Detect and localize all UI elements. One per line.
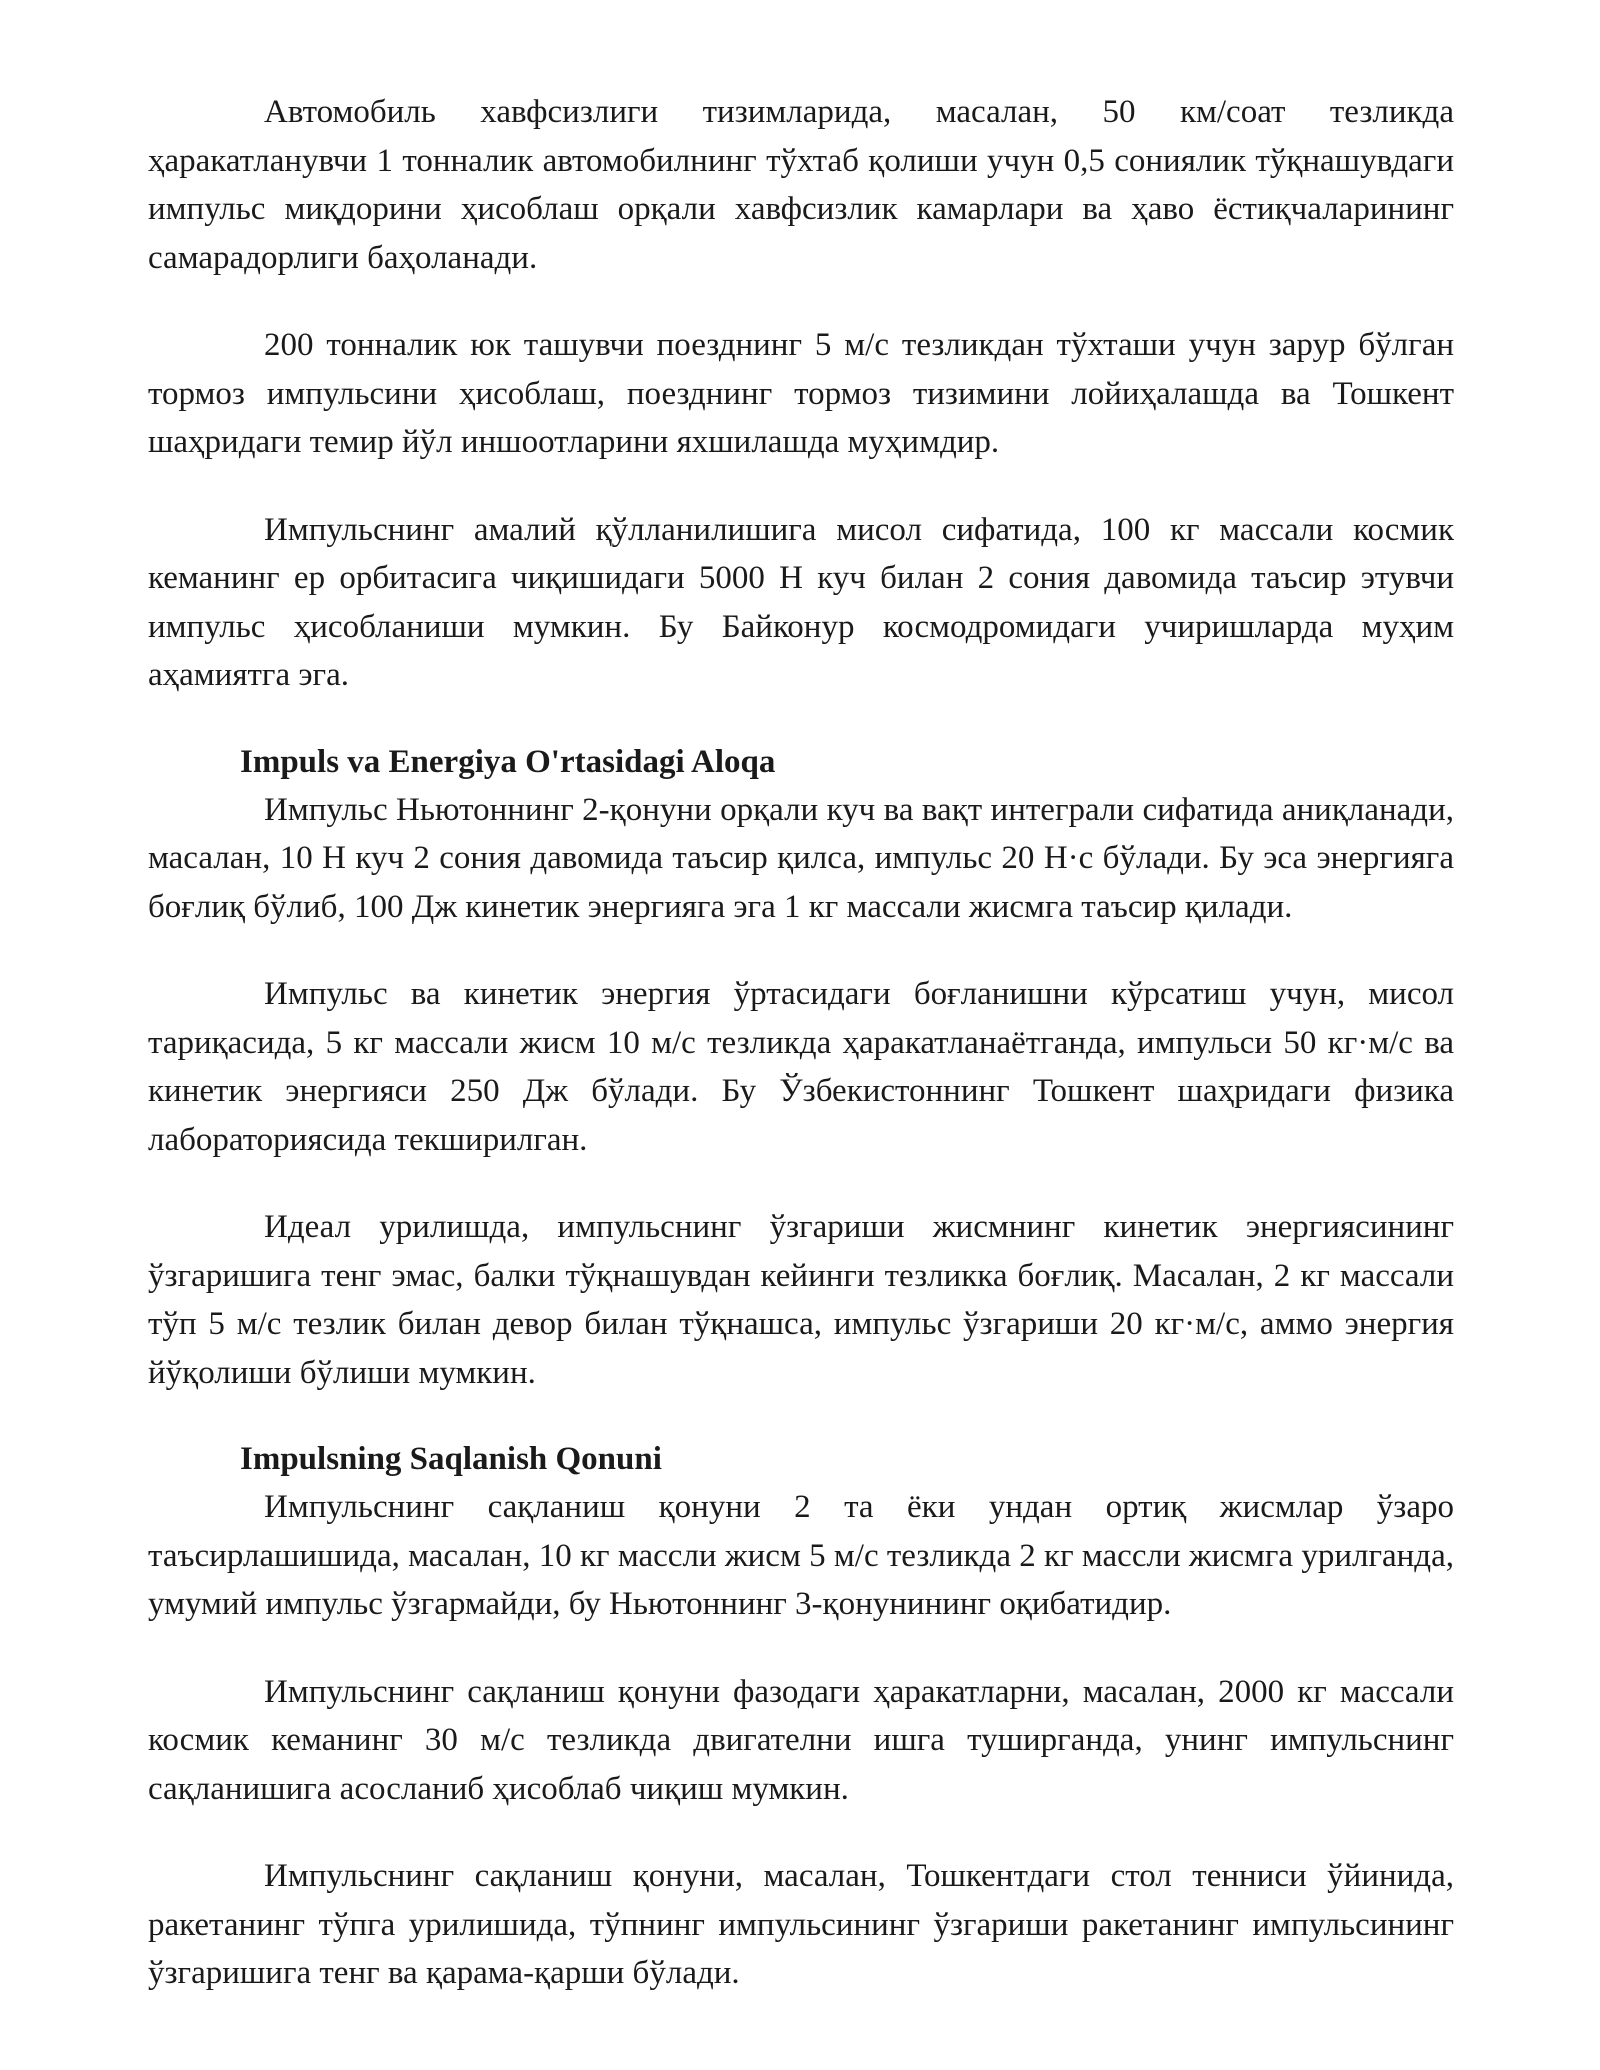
paragraph: Идеал урилишда, импульснинг ўзгариши жисмнинг кинетик энергиясининг ўзгаришига тенг эмас, балки тўқнашувдан кейинги тезликка боғлиқ. Масалан, 2 кг массали тўп 5 м/с тезлик билан девор билан тўқнашса, импульс ўзгариши 20 кг·м/с, аммо энергия йўқолиши бўлиши мумкин. — [148, 1209, 1454, 1391]
paragraph: Импульснинг сақланиш қонуни фазодаги ҳаракатларни, масалан, 2000 кг массали космик кеманинг 30 м/с тезликда двигателни ишга туширганда, унинг импульснинг сақланишига асосланиб ҳисоблаб чиқиш мумкин. — [148, 1673, 1454, 1807]
paragraph: Импульснинг сақланиш қонуни, масалан, Тошкентдаги стол тенниси ўйинида, ракетанинг тўпга урилишида, тўпнинг импульсининг ўзгариши ракетанинг импульсининг ўзгаришига тенг ва қарама-қарши бўлади. — [148, 1858, 1454, 1991]
section-heading: Impuls va Energiya O'rtasidagi Aloqa — [240, 743, 776, 780]
document-page — [148, 88, 1454, 1998]
paragraph: Импульс ва кинетик энергия ўртасидаги боғланишни кўрсатиш учун, мисол тариқасида, 5 кг массали жисм 10 м/с тезликда ҳаракатланаётганда, импульси 50 кг·м/с ва кинетик энергияси 250 Дж бўлади. Бу Ўзбекистоннинг Тошкент шаҳридаги физика лабораториясида текширилган. — [148, 976, 1454, 1158]
paragraph: 200 тонналик юк ташувчи поезднинг 5 м/с тезликдан тўхташи учун зарур бўлган тормоз импульсини ҳисоблаш, поезднинг тормоз тизимини лойиҳалашда ва Тошкент шаҳридаги темир йўл иншоотларини яхшилашда муҳимдир. — [148, 327, 1454, 460]
paragraph: Автомобиль хавфсизлиги тизимларида, масалан, 50 км/соат тезликда ҳаракатланувчи 1 тонналик автомобилнинг тўхтаб қолиши учун 0,5 сониялик тўқнашувдаги импульс миқдорини ҳисоблаш орқали хавфсизлик камарлари ва ҳаво ёстиқчаларининг самарадорлиги баҳоланади. — [148, 94, 1454, 276]
paragraph: Импульснинг амалий қўлланилишига мисол сифатида, 100 кг массали космик кеманинг ер орбитасига чиқишидаги 5000 Н куч билан 2 сония давомида таъсир этувчи импульс ҳисобланиши мумкин. Бу Байконур космодромидаги учиришларда муҳим аҳамиятга эга. — [148, 511, 1454, 693]
paragraph: Импульснинг сақланиш қонуни 2 та ёки ундан ортиқ жисмлар ўзаро таъсирлашишида, масалан, 10 кг массли жисм 5 м/с тезликда 2 кг массли жисмга урилганда, умумий импульс ўзгармайди, бу Ньютоннинг 3-қонунининг оқибатидир. — [148, 1489, 1454, 1622]
section-heading: Impulsning Saqlanish Qonuni — [240, 1441, 662, 1477]
paragraph: Импульс Ньютоннинг 2-қонуни орқали куч ва вақт интеграли сифатида аниқланади, масалан, 10 Н куч 2 сония давомида таъсир қилса, импульс 20 Н·с бўлади. Бу эса энергияга боғлиқ бўлиб, 100 Дж кинетик энергияга эга 1 кг массали жисмга таъсир қилади. — [148, 791, 1454, 925]
